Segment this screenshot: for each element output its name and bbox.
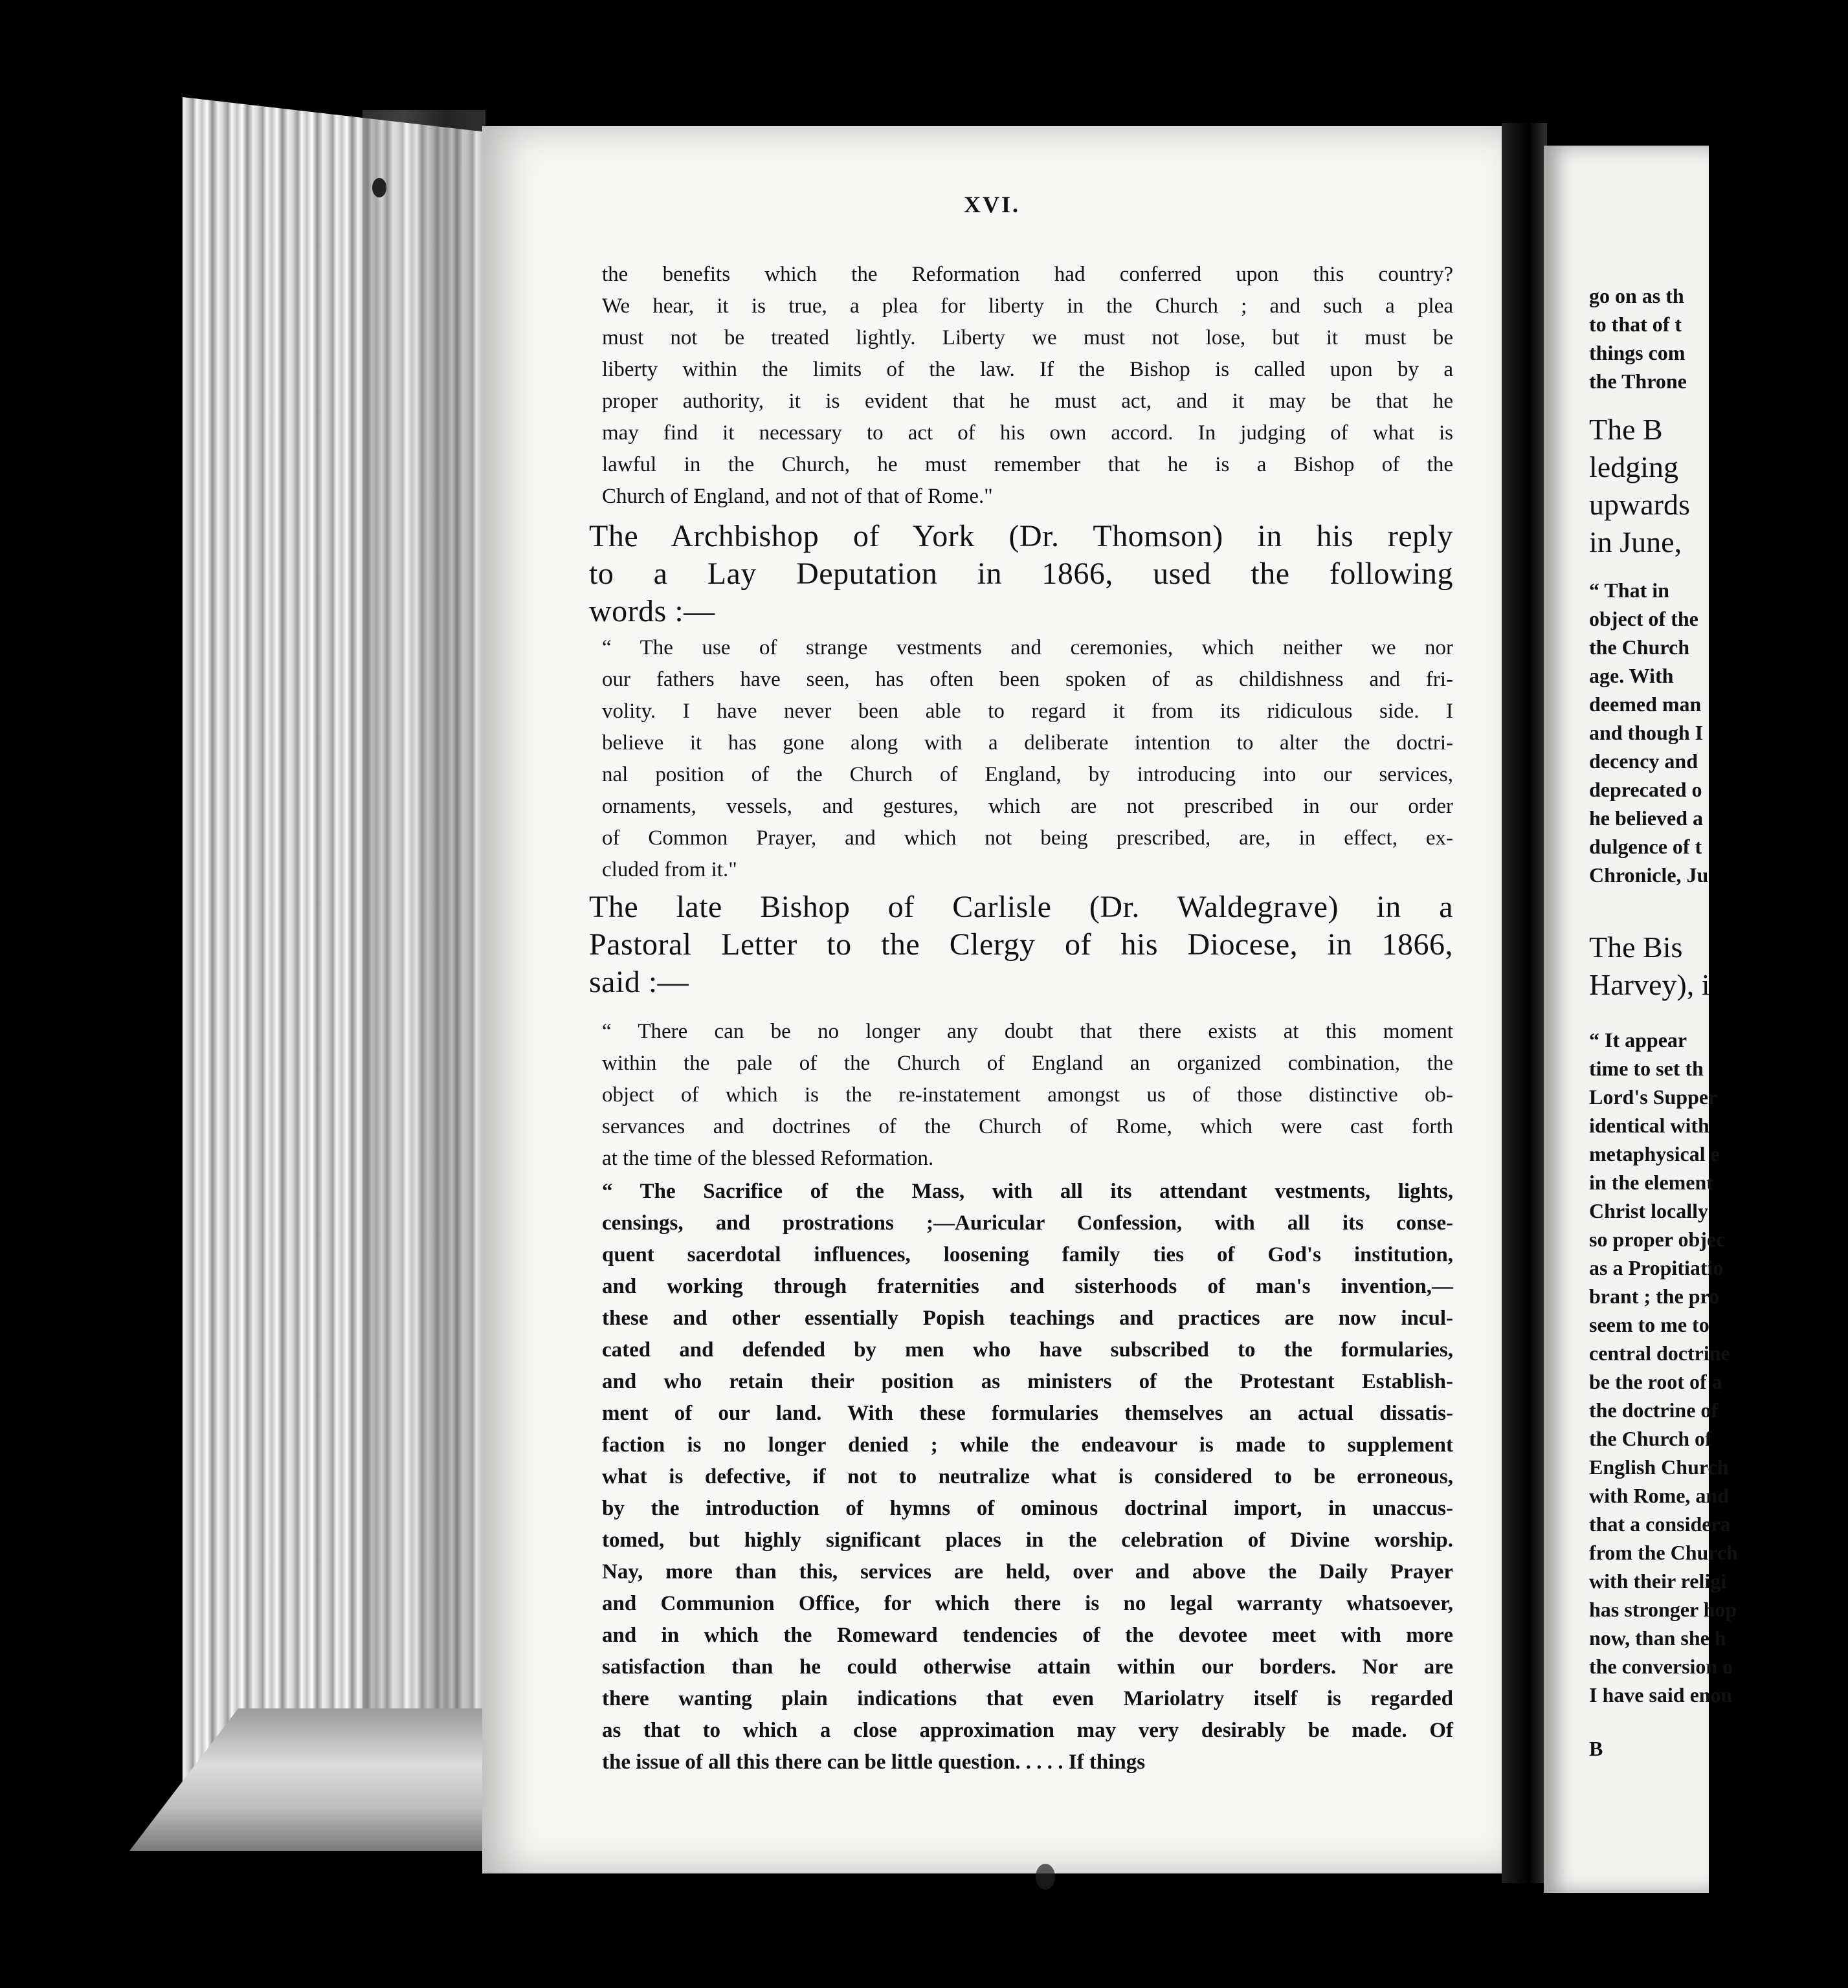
text-line: nal position of the Church of England, by introducing into our services, <box>602 763 1453 786</box>
text-line: as that to which a close approximation may very desirably be made. Of <box>602 1719 1453 1742</box>
paragraph-1 <box>589 259 1453 513</box>
right-signature <box>1589 1734 1848 1763</box>
text-line: go on as th <box>1589 284 1684 307</box>
text-line: time to set th <box>1589 1057 1704 1080</box>
text-line: of Common Prayer, and which not being prescribed, are, in effect, ex- <box>602 826 1453 850</box>
text-line: by the introduction of hymns of ominous doctrinal import, in unaccus- <box>602 1497 1453 1520</box>
text-line: ment of our land. With these formularies themselves an actual dissatis- <box>602 1402 1453 1425</box>
text-line: volity. I have never been able to regard it from its ridiculous side. I <box>602 700 1453 723</box>
text-line: the conversion o <box>1589 1655 1733 1678</box>
text-line: may find it necessary to act of his own accord. In judging of what is <box>602 421 1453 445</box>
book-edge-shading <box>362 110 485 1844</box>
text-line: cated and defended by men who have subscribed to the formularies, <box>602 1338 1453 1362</box>
text-line: central doctrine <box>1589 1342 1730 1365</box>
text-line: cluded from it." <box>602 858 737 881</box>
text-line: Church of England, and not of that of Rome." <box>602 485 993 508</box>
text-line: satisfaction than he could otherwise attain within our borders. Nor are <box>602 1655 1453 1679</box>
text-line: that a considera <box>1589 1512 1731 1536</box>
text-line: the Church of <box>1589 1427 1712 1450</box>
text-line: in the element <box>1589 1171 1713 1194</box>
paragraph-2 <box>589 632 1453 886</box>
text-line: “ The use of strange vestments and ceremonies, which neither we nor <box>602 636 1453 659</box>
text-line: The late Bishop of Carlisle (Dr. Waldegrave) in a <box>589 890 1453 924</box>
text-line: the issue of all this there can be little question. . . . . If things <box>602 1751 1146 1774</box>
text-line: Christ locally <box>1589 1199 1708 1222</box>
text-line: to a Lay Deputation in 1866, used the following <box>589 557 1453 591</box>
text-line: the doctrine of <box>1589 1398 1719 1422</box>
text-line: said :— <box>589 965 689 999</box>
text-line: with Rome, and <box>1589 1484 1730 1507</box>
text-line: our fathers have seen, has often been spoken of as childishness and fri- <box>602 668 1453 691</box>
text-line: and working through fraternities and sisterhoods of man's invention,— <box>602 1275 1453 1298</box>
text-line: The B <box>1589 413 1663 446</box>
text-line: at the time of the blessed Reformation. <box>602 1147 934 1170</box>
text-line: ornaments, vessels, and gestures, which are not prescribed in our order <box>602 795 1453 818</box>
text-line: seem to me to <box>1589 1313 1709 1336</box>
text-line: age. With <box>1589 664 1674 687</box>
text-line: and Communion Office, for which there is no legal warranty whatsoever, <box>602 1592 1453 1615</box>
text-line: he believed a <box>1589 806 1703 830</box>
text-line: Lord's Supper <box>1589 1085 1718 1109</box>
text-line: Nay, more than this, services are held, over and above the Daily Prayer <box>602 1560 1453 1584</box>
text-line: Harvey), i <box>1589 968 1710 1001</box>
text-line: proper authority, it is evident that he must act, and it may be that he <box>602 390 1453 413</box>
text-line: what is defective, if not to neutralize what is considered to be erroneous, <box>602 1465 1453 1488</box>
text-line: and though I <box>1589 721 1704 744</box>
text-line: to that of t <box>1589 313 1682 336</box>
text-line: with their religi <box>1589 1569 1727 1593</box>
text-line: I have said enou <box>1589 1683 1733 1706</box>
text-line: Pastoral Letter to the Clergy of his Diocese, in 1866, <box>589 927 1453 962</box>
text-line: tomed, but highly significant places in the celebration of Divine worship. <box>602 1529 1453 1552</box>
paragraph-3 <box>589 1016 1453 1175</box>
text-line: believe it has gone along with a deliberate intention to alter the doctri- <box>602 731 1453 755</box>
text-line: the Church <box>1589 635 1689 659</box>
signature-mark: B <box>1589 1737 1603 1760</box>
text-line: the benefits which the Reformation had conferred upon this country? <box>602 263 1453 286</box>
text-line: things com <box>1589 341 1686 364</box>
text-line: “ That in <box>1589 579 1669 602</box>
text-line: lawful in the Church, he must remember that he is a Bishop of the <box>602 453 1453 476</box>
right-heading-2 <box>1589 929 1848 1004</box>
text-line: identical with <box>1589 1114 1709 1137</box>
text-line: brant ; the pro <box>1589 1285 1720 1308</box>
right-block-3 <box>1589 1026 1848 1709</box>
text-line: has stronger hop <box>1589 1598 1737 1621</box>
text-line: these and other essentially Popish teachings and practices are now incul- <box>602 1307 1453 1330</box>
text-line: The Archbishop of York (Dr. Thomson) in his reply <box>589 519 1453 553</box>
text-line: there wanting plain indications that even Mariolatry itself is regarded <box>602 1687 1453 1710</box>
page-number-header: XVI. <box>963 192 1020 217</box>
text-line: must not be treated lightly. Liberty we must not lose, but it must be <box>602 326 1453 349</box>
text-line: servances and doctrines of the Church of Rome, which were cast forth <box>602 1115 1453 1138</box>
heading-bishop-carlisle <box>589 889 1453 1001</box>
text-line: in June, <box>1589 525 1682 558</box>
text-line: quent sacerdotal influences, loosening family ties of God's institution, <box>602 1243 1453 1266</box>
text-line: The Bis <box>1589 931 1683 964</box>
heading-archbishop-york <box>589 518 1453 630</box>
text-line: from the Church <box>1589 1541 1738 1564</box>
right-block-1 <box>1589 282 1848 395</box>
text-line: the Throne <box>1589 370 1687 393</box>
text-line: “ There can be no longer any doubt that there exists at this moment <box>602 1020 1453 1043</box>
book-gutter <box>1502 123 1547 1883</box>
right-heading-1 <box>1589 411 1848 561</box>
text-line: decency and <box>1589 749 1698 773</box>
right-block-2 <box>1589 576 1848 889</box>
text-line: English Church <box>1589 1455 1729 1479</box>
text-line: liberty within the limits of the law. If the Bishop is called upon by a <box>602 358 1453 381</box>
text-line: “ The Sacrifice of the Mass, with all its attendant vestments, lights, <box>602 1180 1453 1203</box>
text-line: “ It appear <box>1589 1028 1687 1052</box>
text-line: within the pale of the Church of England an organized combination, the <box>602 1052 1453 1075</box>
text-line: Chronicle, Ju <box>1589 863 1709 887</box>
text-line: words :— <box>589 594 715 628</box>
text-line: ledging <box>1589 450 1678 483</box>
text-line: deemed man <box>1589 692 1702 716</box>
text-line: object of the <box>1589 607 1698 630</box>
text-line: and in which the Romeward tendencies of the devotee meet with more <box>602 1624 1453 1647</box>
text-line: so proper objec <box>1589 1228 1726 1251</box>
paragraph-4 <box>589 1176 1453 1778</box>
text-line: upwards <box>1589 488 1690 521</box>
text-line: metaphysical e <box>1589 1142 1720 1165</box>
text-line: and who retain their position as ministers of the Protestant Establish- <box>602 1370 1453 1393</box>
text-line: object of which is the re-instatement amongst us of those distinctive ob- <box>602 1083 1453 1107</box>
text-line: now, than she h <box>1589 1626 1726 1650</box>
ink-blot <box>372 178 386 197</box>
text-line: dulgence of t <box>1589 835 1702 858</box>
text-line: as a Propitiatio <box>1589 1256 1724 1279</box>
text-line: We hear, it is true, a plea for liberty in the Church ; and such a plea <box>602 294 1453 318</box>
text-line: deprecated o <box>1589 778 1702 801</box>
ink-blot <box>1036 1864 1055 1890</box>
text-line: censings, and prostrations ;—Auricular Confession, with all its conse- <box>602 1211 1453 1235</box>
book-page-left <box>482 126 1502 1873</box>
book-page-right <box>1544 146 1738 1893</box>
text-line: be the root of a <box>1589 1370 1722 1393</box>
text-line: faction is no longer denied ; while the endeavour is made to supplement <box>602 1433 1453 1457</box>
